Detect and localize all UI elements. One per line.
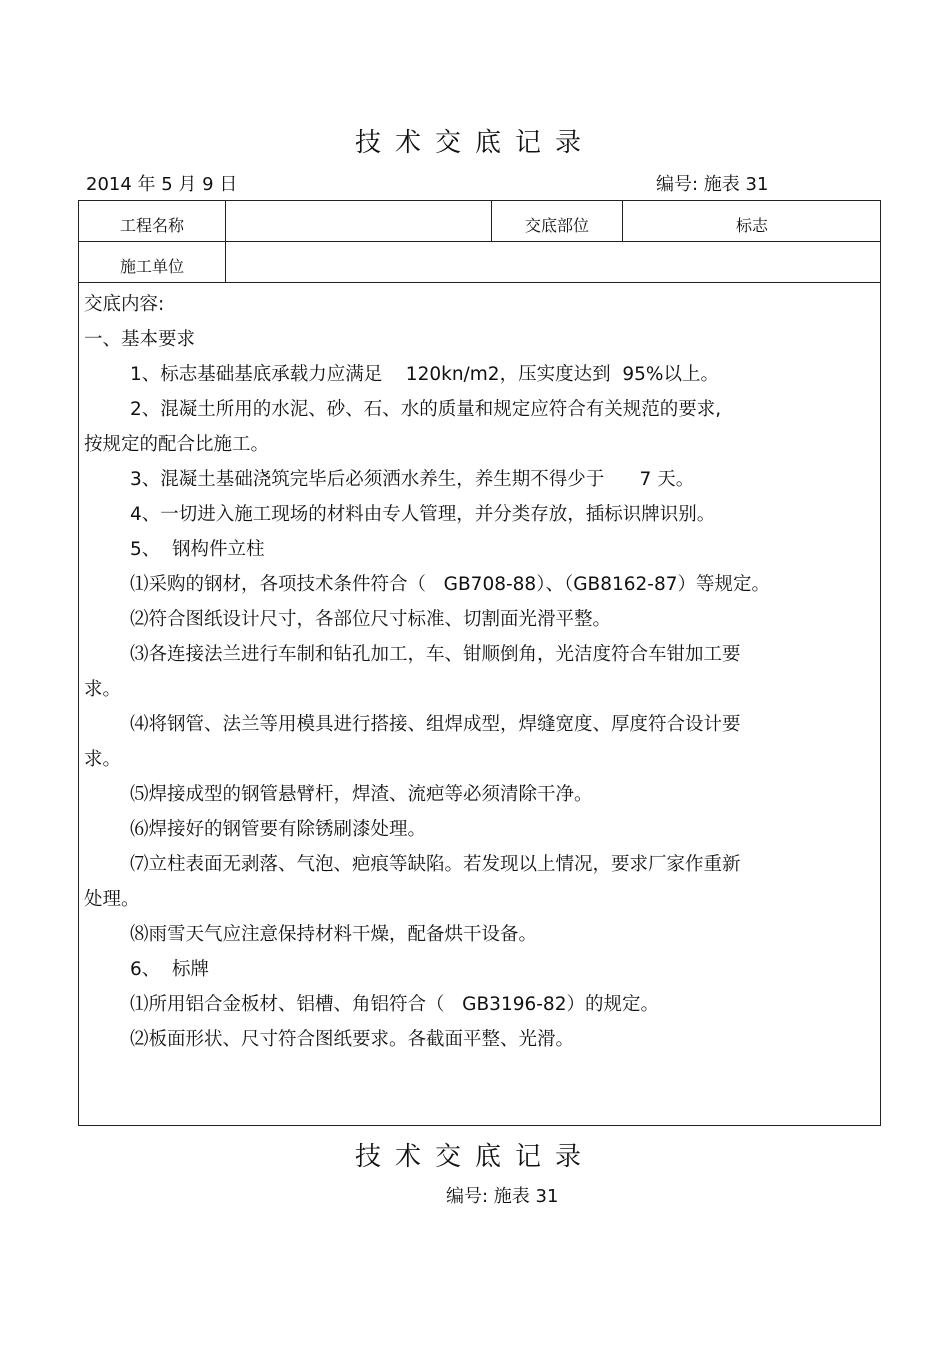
form-code-repeat: 编号: 施表 31 [446, 1186, 559, 1207]
construction-unit-label: 施工单位 [119, 257, 184, 276]
row-divider [79, 282, 880, 283]
content-line: 4、一切进入施工现场的材料由专人管理，并分类存放，插标识牌识别。 [130, 504, 716, 525]
content-line: 求。 [84, 749, 122, 770]
record-date: 2014 年 5 月 9 日 [86, 174, 238, 195]
document-title: 技术交底记录 [354, 128, 595, 158]
content-line: 按规定的配合比施工。 [84, 434, 270, 455]
section-heading: 6、 标牌 [130, 959, 210, 980]
content-line: 2、混凝土所用的水泥、砂、石、水的质量和规定应符合有关规范的要求, [130, 399, 722, 420]
content-line: 处理。 [84, 889, 140, 910]
content-line: ⑸焊接成型的钢管悬臂杆，焊渣、流疤等必须清除干净。 [130, 784, 593, 805]
project-name-label: 工程名称 [119, 216, 184, 235]
document-title-repeat: 技术交底记录 [354, 1142, 595, 1172]
row-divider [79, 241, 880, 242]
content-line: ⑷将钢管、法兰等用模具进行搭接、组焊成型，焊缝宽度、厚度符合设计要 [130, 714, 741, 735]
section-heading: 一、基本要求 [84, 329, 196, 350]
content-line: ⑻雨雪天气应注意保持材料干燥，配备烘干设备。 [130, 924, 538, 945]
section-heading: 5、 钢构件立柱 [130, 539, 265, 560]
content-line: 1、标志基础基底承载力应满足 120kn/m2，压实度达到 95%以上。 [130, 364, 719, 385]
content-line: ⑺立柱表面无剥落、气泡、疤痕等缺陷。若发现以上情况，要求厂家作重新 [130, 854, 741, 875]
column-divider [225, 201, 226, 282]
position-label: 交底部位 [524, 216, 589, 235]
content-line: ⑴采购的钢材，各项技术条件符合（ GB708-88）、（GB8162-87）等规定。 [130, 574, 771, 595]
content-line: 3、混凝土基础浇筑完毕后必须洒水养生，养生期不得少于 7 天。 [130, 469, 695, 490]
content-line: ⑵板面形状、尺寸符合图纸要求。各截面平整、光滑。 [130, 1029, 575, 1050]
content-line: ⑴所用铝合金板材、铝槽、角铝符合（ GB3196-82）的规定。 [130, 994, 659, 1015]
content-line: 求。 [84, 679, 122, 700]
position-value: 标志 [735, 216, 768, 235]
content-line: ⑶各连接法兰进行车制和钻孔加工，车、钳顺倒角，光洁度符合车钳加工要 [130, 644, 741, 665]
content-line: ⑵符合图纸设计尺寸，各部位尺寸标准、切割面光滑平整。 [130, 609, 612, 630]
form-code: 编号: 施表 31 [656, 174, 769, 195]
content-heading: 交底内容: [84, 294, 165, 315]
content-line: ⑹焊接好的钢管要有除锈刷漆处理。 [130, 819, 427, 840]
